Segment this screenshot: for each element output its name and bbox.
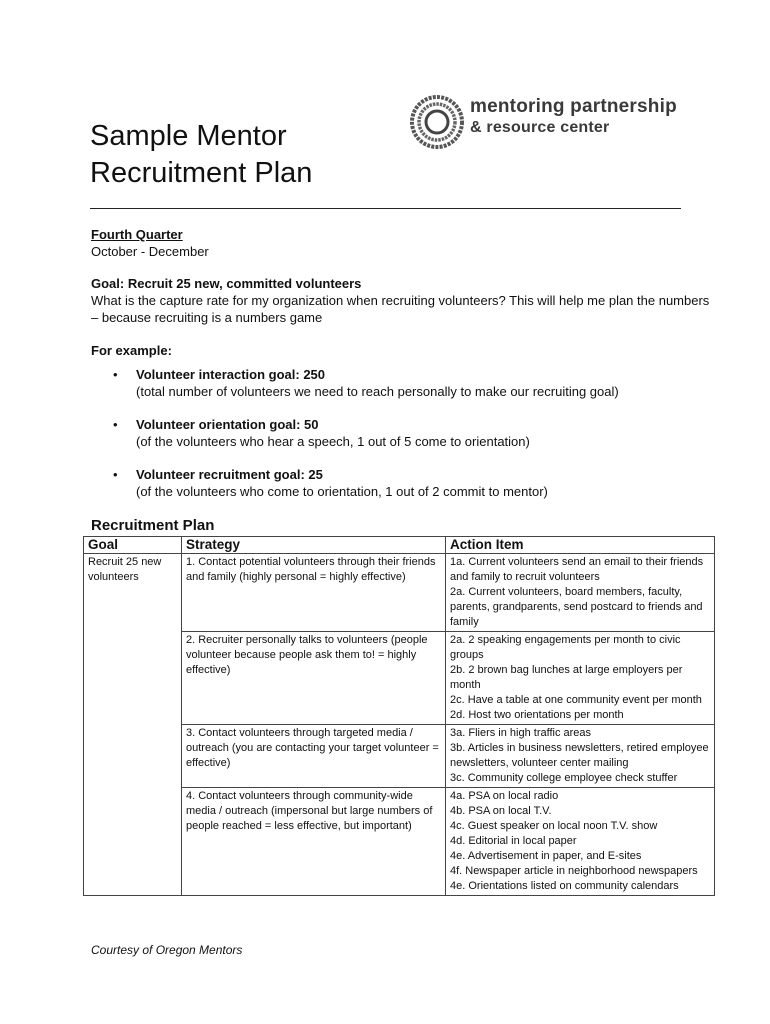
strategy-cell: 4. Contact volunteers through community-wide media / outreach (impersonal but large numbers of people reached = less effective, but important): [182, 788, 446, 896]
action-item: 2a. Current volunteers, board members, faculty, parents, grandparents, send postcard to friends and family: [450, 586, 703, 628]
goal-section: [91, 275, 711, 326]
plan-title: Recruitment Plan: [91, 517, 215, 534]
action-cell: [446, 632, 715, 725]
bullet-head: Volunteer interaction goal: 250: [136, 367, 326, 382]
page-title: [90, 118, 312, 192]
action-item: 4d. Editorial in local paper: [450, 835, 577, 847]
header-goal: Goal: [84, 537, 182, 554]
footer-credit: Courtesy of Oregon Mentors: [91, 943, 243, 957]
action-item: 3c. Community college employee check stuffer: [450, 772, 678, 784]
bullet-item: [91, 366, 711, 400]
example-label: For example:: [91, 343, 172, 358]
action-item: 3a. Fliers in high traffic areas: [450, 727, 592, 739]
goal-cell-empty: [84, 725, 182, 788]
action-item: 2c. Have a table at one community event per month: [450, 694, 702, 706]
logo-rings-icon: [410, 94, 466, 150]
bullet-dot-icon: •: [113, 417, 118, 432]
table-header-row: [84, 537, 715, 554]
action-item: 4e. Orientations listed on community calendars: [450, 880, 679, 892]
action-item: 4e. Advertisement in paper, and E-sites: [450, 850, 642, 862]
strategy-cell: 2. Recruiter personally talks to volunteers (people volunteer because people ask them to! = highly effective): [182, 632, 446, 725]
bullet-detail: (of the volunteers who hear a speech, 1 out of 5 come to orientation): [136, 434, 530, 449]
strategy-cell: 3. Contact volunteers through targeted media / outreach (you are contacting your target volunteer = effective): [182, 725, 446, 788]
goal-bullets: [91, 366, 711, 516]
logo: [410, 94, 680, 150]
bullet-dot-icon: •: [113, 467, 118, 482]
page-title-line-2: Recruitment Plan: [90, 157, 313, 189]
table-row: [84, 632, 715, 725]
logo-line-2: & resource center: [470, 119, 610, 136]
bullet-head: Volunteer orientation goal: 50: [136, 417, 319, 432]
action-item: 3b. Articles in business newsletters, retired employee newsletters, volunteer center mailing: [450, 742, 709, 769]
action-cell: [446, 725, 715, 788]
action-cell: [446, 554, 715, 632]
header-action-item: Action Item: [446, 537, 715, 554]
bullet-item: [91, 466, 711, 500]
logo-line-1: mentoring partnership: [470, 96, 677, 117]
bullet-detail: (of the volunteers who come to orientation, 1 out of 2 commit to mentor): [136, 484, 548, 499]
bullet-detail: (total number of volunteers we need to reach personally to make our recruiting goal): [136, 384, 619, 399]
header-strategy: Strategy: [182, 537, 446, 554]
bullet-head: Volunteer recruitment goal: 25: [136, 467, 323, 482]
quarter-range: October - December: [91, 244, 209, 259]
action-item: 2d. Host two orientations per month: [450, 709, 624, 721]
action-item: 4b. PSA on local T.V.: [450, 805, 552, 817]
table-row: [84, 725, 715, 788]
table-row: [84, 788, 715, 896]
quarter-title: Fourth Quarter: [91, 227, 183, 242]
action-item: 4a. PSA on local radio: [450, 790, 559, 802]
action-cell: [446, 788, 715, 896]
goal-text: What is the capture rate for my organization when recruiting volunteers? This will help me plan the numbers – because recruiting is a numbers game: [91, 293, 710, 325]
goal-cell-empty: [84, 632, 182, 725]
logo-wordmark: [470, 96, 677, 138]
page-title-line-1: Sample Mentor: [90, 120, 287, 152]
goal-cell: Recruit 25 new volunteers: [84, 554, 182, 632]
quarter-section: [91, 226, 711, 260]
action-item: 4c. Guest speaker on local noon T.V. show: [450, 820, 658, 832]
strategy-cell: 1. Contact potential volunteers through their friends and family (highly personal = highly effective): [182, 554, 446, 632]
title-divider: [90, 208, 681, 209]
table-row: [84, 554, 715, 632]
bullet-dot-icon: •: [113, 367, 118, 382]
action-item: 2b. 2 brown bag lunches at large employers per month: [450, 664, 683, 691]
action-item: 2a. 2 speaking engagements per month to civic groups: [450, 634, 681, 661]
bullet-item: [91, 416, 711, 450]
action-item: 4f. Newspaper article in neighborhood newspapers: [450, 865, 698, 877]
goal-cell-empty: [84, 788, 182, 896]
goal-title: Goal: Recruit 25 new, committed volunteers: [91, 276, 362, 291]
action-item: 1a. Current volunteers send an email to their friends and family to recruit volunteers: [450, 556, 704, 583]
recruitment-plan-table: [83, 536, 715, 896]
